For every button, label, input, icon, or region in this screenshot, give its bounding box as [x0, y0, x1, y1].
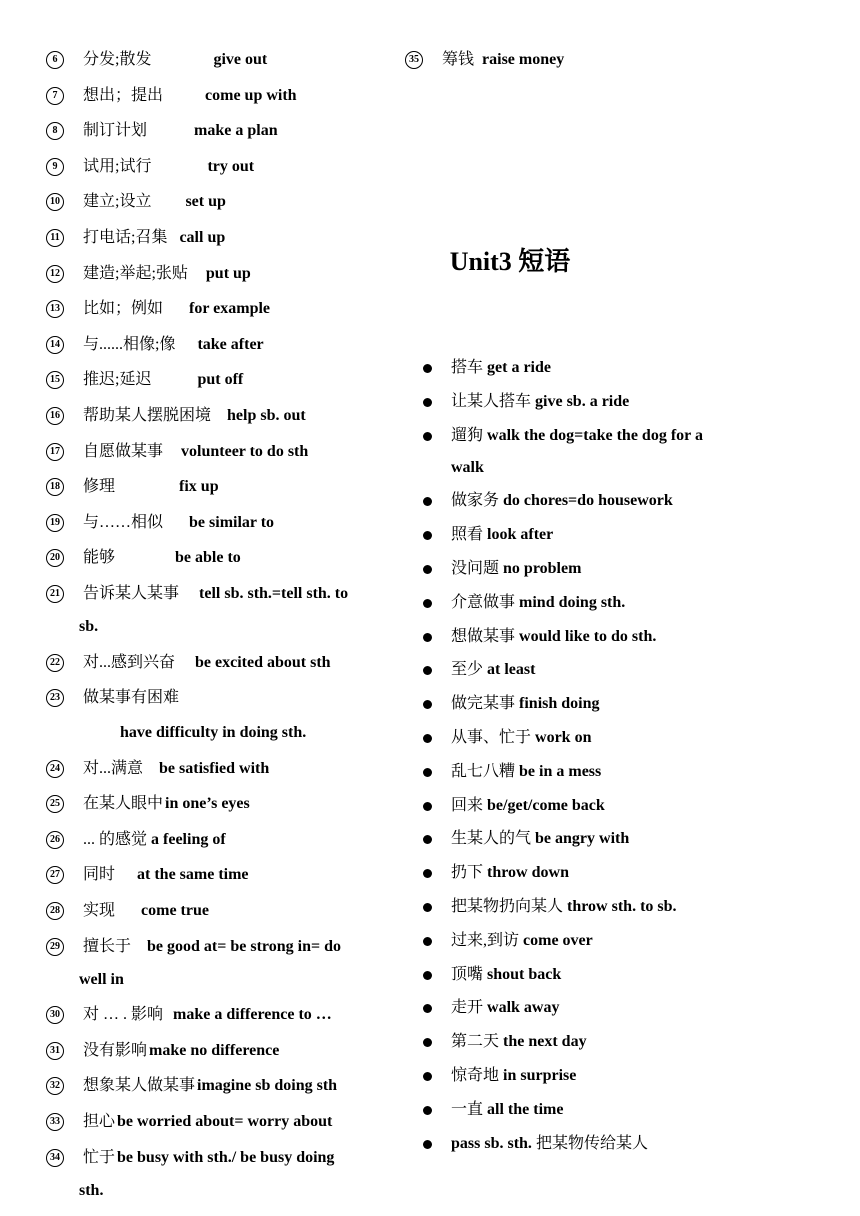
- phrase-item: [46, 1039, 376, 1063]
- bullet-item: [420, 557, 740, 581]
- phrase-chinese: 没有影响: [83, 1041, 148, 1059]
- phrase-chinese: 想出；提出: [83, 86, 164, 104]
- phrase-english-continued: sb.: [79, 617, 99, 635]
- phrase-english: in one’s eyes: [165, 795, 250, 813]
- item-number-badge: 25: [46, 795, 64, 813]
- phrase-chinese: 过来,到访: [451, 931, 520, 949]
- bullet-item: [420, 1132, 740, 1156]
- phrase-english: be angry with: [535, 830, 630, 848]
- bullet-item: [420, 1030, 740, 1054]
- phrase-english: at least: [487, 661, 536, 679]
- phrase-item: [46, 828, 376, 852]
- item-number-badge: 27: [46, 866, 64, 884]
- bullet-dot-icon: [423, 1072, 432, 1081]
- phrase-english: tell sb. sth.=tell sth. to: [199, 584, 349, 602]
- phrase-english: be/get/come back: [487, 796, 605, 814]
- phrase-english: help sb. out: [227, 406, 306, 424]
- phrase-english: be in a mess: [519, 762, 602, 780]
- item-number-badge: 20: [46, 549, 64, 567]
- item-number-badge: 6: [46, 51, 64, 69]
- bullet-item: [420, 390, 740, 414]
- phrase-english: throw sth. to sb.: [567, 897, 677, 915]
- phrase-chinese: 一直: [451, 1100, 484, 1118]
- phrase-english: no problem: [503, 559, 582, 577]
- item-number-badge: 24: [46, 760, 64, 778]
- phrase-chinese: 介意做事: [451, 593, 516, 611]
- phrase-english: take after: [197, 335, 264, 353]
- bullet-item: [420, 794, 740, 818]
- item-number-badge: 10: [46, 193, 64, 211]
- item-number-badge: 11: [46, 229, 64, 247]
- bullet-item: [420, 356, 740, 380]
- phrase-list-left: [46, 48, 376, 1203]
- phrase-item: [46, 440, 376, 464]
- bullet-item: [420, 424, 740, 480]
- phrase-english: the next day: [503, 1033, 587, 1051]
- phrase-chinese: 想做某事: [451, 627, 516, 645]
- bullet-dot-icon: [423, 599, 432, 608]
- phrase-chinese: 分发;散发: [83, 51, 152, 68]
- phrase-english: in surprise: [503, 1066, 577, 1084]
- phrase-item: [46, 226, 376, 250]
- phrase-english: mind doing sth.: [519, 593, 626, 611]
- phrase-item: [46, 582, 376, 639]
- phrase-english: come up with: [205, 86, 297, 104]
- item-number-badge: 7: [46, 87, 64, 105]
- item-number-badge: 28: [46, 902, 64, 920]
- item-number-badge: 21: [46, 585, 64, 603]
- phrase-chinese: 担心: [83, 1113, 116, 1131]
- phrase-item: [46, 651, 376, 675]
- phrase-english: put off: [197, 371, 244, 389]
- phrase-chinese: 忙于: [83, 1148, 116, 1166]
- item-number-badge: 26: [46, 831, 64, 849]
- item-number-badge: 19: [46, 514, 64, 532]
- phrase-chinese: 实现: [83, 902, 116, 920]
- phrase-chinese: 做某事有困难: [83, 689, 180, 707]
- phrase-item: [46, 757, 376, 781]
- phrase-chinese: 走开: [451, 999, 484, 1017]
- unit-title: Unit3 短语: [449, 247, 571, 276]
- bullet-item: [420, 963, 740, 987]
- phrase-english: raise money: [482, 51, 565, 68]
- phrase-chinese: 生某人的气: [451, 830, 532, 848]
- phrase-chinese: 第二天: [451, 1033, 500, 1051]
- phrase-item: [46, 297, 376, 321]
- bullet-item: [420, 760, 740, 784]
- phrase-english: be similar to: [189, 513, 275, 531]
- bullet-dot-icon: [423, 937, 432, 946]
- item-number-badge: 35: [405, 51, 423, 69]
- phrase-chinese: 遛狗: [451, 426, 484, 444]
- phrase-chinese: 从事、忙于: [451, 728, 532, 746]
- phrase-chinese: 推迟;延迟: [83, 371, 152, 389]
- phrase-english: give sb. a ride: [535, 392, 630, 410]
- phrase-list-unit3: [420, 356, 740, 1156]
- item-number-badge: 8: [46, 122, 64, 140]
- item-number-badge: 30: [46, 1006, 64, 1024]
- phrase-english: do chores=do housework: [503, 492, 673, 510]
- phrase-english: finish doing: [519, 695, 600, 713]
- phrase-chinese: 顶嘴: [451, 965, 484, 983]
- phrase-item: [46, 863, 376, 887]
- phrase-chinese: 建立;设立: [83, 193, 152, 211]
- phrase-chinese: 修理: [83, 478, 116, 496]
- phrase-english: pass sb. sth.: [451, 1134, 532, 1152]
- phrase-chinese: 同时: [83, 866, 116, 884]
- phrase-chinese: 擅长于: [83, 937, 132, 955]
- phrase-item: [46, 190, 376, 214]
- phrase-chinese: 把某物扔向某人: [451, 897, 564, 915]
- bullet-dot-icon: [423, 768, 432, 777]
- bullet-item: [420, 523, 740, 547]
- phrase-item: [46, 84, 376, 108]
- bullet-dot-icon: [423, 971, 432, 980]
- phrase-chinese: 想象某人做某事: [83, 1077, 196, 1095]
- phrase-chinese: 乱七八糟: [451, 762, 516, 780]
- item-number-badge: 31: [46, 1042, 64, 1060]
- bullet-dot-icon: [423, 1140, 432, 1149]
- phrase-english: try out: [207, 157, 255, 175]
- bullet-item: [420, 726, 740, 750]
- phrase-english: imagine sb doing sth: [197, 1077, 338, 1095]
- phrase-chinese: 对 … . 影响: [83, 1006, 164, 1024]
- item-number-badge: 9: [46, 158, 64, 176]
- bullet-item: [420, 692, 740, 716]
- bullet-item: [420, 625, 740, 649]
- phrase-chinese: 做完某事: [451, 695, 516, 713]
- phrase-english: be busy with sth./ be busy doing: [117, 1148, 335, 1166]
- bullet-dot-icon: [423, 734, 432, 743]
- phrase-english: get a ride: [487, 359, 551, 376]
- phrase-chinese: 让某人搭车: [451, 392, 532, 410]
- phrase-item: [46, 333, 376, 357]
- bullet-dot-icon: [423, 633, 432, 642]
- phrase-english: fix up: [179, 478, 219, 496]
- phrase-chinese: 把某物传给某人: [535, 1134, 648, 1152]
- item-number-badge: 18: [46, 478, 64, 496]
- bullet-dot-icon: [423, 432, 432, 441]
- phrase-english: put up: [205, 264, 251, 282]
- phrase-english: give out: [213, 51, 268, 68]
- phrase-item: [46, 1003, 376, 1027]
- item-number-badge: 17: [46, 443, 64, 461]
- phrase-english: be worried about= worry about: [117, 1113, 333, 1131]
- phrase-english: make no difference: [149, 1041, 280, 1059]
- phrase-english: work on: [535, 728, 592, 746]
- phrase-chinese: 照看: [451, 526, 484, 544]
- phrase-item: [46, 511, 376, 535]
- phrase-english: make a plan: [194, 122, 278, 140]
- phrase-item-35: [405, 48, 564, 72]
- phrase-chinese: 扔下: [451, 864, 484, 882]
- item-number-badge: 34: [46, 1149, 64, 1167]
- phrase-chinese: 惊奇地: [451, 1066, 500, 1084]
- phrase-english: be excited about sth: [195, 653, 331, 671]
- phrase-item: [46, 475, 376, 499]
- phrase-chinese: 在某人眼中: [83, 795, 164, 813]
- phrase-chinese: 做家务: [451, 492, 500, 510]
- phrase-chinese: 建造;举起;张贴: [83, 264, 188, 282]
- phrase-english: look after: [487, 526, 554, 544]
- phrase-chinese: 告诉某人某事: [83, 584, 180, 602]
- bullet-item: [420, 1064, 740, 1088]
- bullet-dot-icon: [423, 398, 432, 407]
- phrase-english: a feeling of: [151, 830, 226, 848]
- item-number-badge: 15: [46, 371, 64, 389]
- bullet-item: [420, 827, 740, 851]
- phrase-chinese: 比如；例如: [83, 300, 164, 318]
- phrase-english-continued: walk: [451, 458, 484, 476]
- phrase-item: [46, 1110, 376, 1134]
- phrase-item: [46, 899, 376, 923]
- phrase-english: all the time: [487, 1100, 564, 1118]
- phrase-chinese: 与……相似: [83, 513, 164, 531]
- phrase-item: [46, 546, 376, 570]
- bullet-item: [420, 658, 740, 682]
- phrase-english: be able to: [175, 549, 241, 567]
- phrase-chinese: 搭车: [451, 359, 484, 376]
- bullet-dot-icon: [423, 1106, 432, 1115]
- phrase-english: for example: [189, 300, 271, 318]
- phrase-chinese: ... 的感觉: [83, 830, 148, 848]
- phrase-english: make a difference to …: [173, 1006, 332, 1024]
- phrase-item: [46, 368, 376, 392]
- phrase-english-continued: have difficulty in doing sth.: [120, 724, 307, 742]
- phrase-chinese: 帮助某人摆脱困境: [83, 406, 212, 424]
- phrase-chinese: 没问题: [451, 559, 500, 577]
- item-number-badge: 13: [46, 300, 64, 318]
- phrase-english: walk the dog=take the dog for a: [487, 426, 703, 444]
- item-number-badge: 29: [46, 938, 64, 956]
- phrase-english: be good at= be strong in= do: [147, 937, 341, 955]
- phrase-english-continued: sth.: [79, 1181, 104, 1199]
- item-number-badge: 23: [46, 689, 64, 707]
- bullet-dot-icon: [423, 802, 432, 811]
- phrase-english: come over: [523, 931, 593, 949]
- phrase-english: walk away: [487, 999, 560, 1017]
- phrase-english: volunteer to do sth: [181, 442, 309, 460]
- phrase-chinese: 与......相像;像: [83, 335, 176, 353]
- phrase-english: shout back: [487, 965, 562, 983]
- phrase-chinese: 至少: [451, 661, 484, 679]
- item-number-badge: 22: [46, 654, 64, 672]
- bullet-item: [420, 489, 740, 513]
- bullet-item: [420, 895, 740, 919]
- phrase-english: throw down: [487, 864, 569, 882]
- bullet-item: [420, 1098, 740, 1122]
- bullet-dot-icon: [423, 364, 432, 373]
- bullet-item: [420, 996, 740, 1020]
- item-number-badge: 32: [46, 1077, 64, 1095]
- phrase-chinese: 对...满意: [83, 759, 144, 777]
- item-number-badge: 12: [46, 265, 64, 283]
- phrase-english: at the same time: [137, 866, 249, 884]
- phrase-chinese: 打电话;召集: [83, 228, 168, 246]
- phrase-item: [46, 686, 376, 745]
- phrase-chinese: 回来: [451, 796, 484, 814]
- phrase-item: [46, 48, 376, 72]
- phrase-item: [46, 792, 376, 816]
- phrase-chinese: 自愿做某事: [83, 442, 164, 460]
- phrase-english: call up: [179, 228, 226, 246]
- phrase-english: be satisfied with: [159, 759, 270, 777]
- item-number-badge: 16: [46, 407, 64, 425]
- bullet-item: [420, 929, 740, 953]
- phrase-english: set up: [185, 193, 226, 211]
- phrase-item: [46, 1146, 376, 1203]
- phrase-chinese: 对...感到兴奋: [83, 653, 176, 671]
- item-number-badge: 14: [46, 336, 64, 354]
- phrase-chinese: 筹钱: [442, 51, 475, 68]
- phrase-english: would like to do sth.: [519, 627, 657, 645]
- bullet-dot-icon: [423, 903, 432, 912]
- phrase-chinese: 制订计划: [83, 122, 148, 140]
- phrase-chinese: 试用;试行: [83, 157, 152, 175]
- phrase-item: [46, 1074, 376, 1098]
- bullet-item: [420, 591, 740, 615]
- item-number-badge: 33: [46, 1113, 64, 1131]
- phrase-item: [46, 262, 376, 286]
- phrase-chinese: 能够: [83, 549, 116, 567]
- bullet-item: [420, 861, 740, 885]
- phrase-item: [46, 155, 376, 179]
- phrase-english: come true: [141, 902, 209, 920]
- phrase-item: [46, 119, 376, 143]
- phrase-english-continued: well in: [79, 970, 124, 988]
- bullet-dot-icon: [423, 565, 432, 574]
- phrase-item: [46, 935, 376, 992]
- phrase-item: [46, 404, 376, 428]
